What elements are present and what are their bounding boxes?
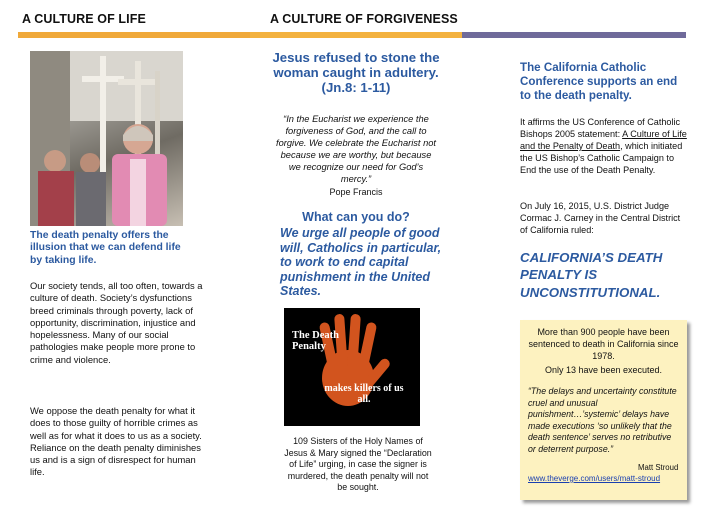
affirm-paragraph [520, 116, 690, 176]
col1-caption: The death penalty offers the illusion that we can defend life by taking life. [30, 230, 181, 266]
pope-quote-author: Pope Francis [329, 187, 383, 197]
affirm-text-end: , which initiated the US Bishop’s Catholic Campaign to End the use of the Death Penalty. [520, 141, 683, 175]
header-bar-left [18, 32, 250, 38]
poster-tagline: makes killers of us all. [324, 383, 404, 405]
ruling-paragraph: On July 16, 2015, U.S. District Judge Cormac J. Carney in the Central District of California ruled: [520, 201, 681, 235]
poster-headline: The Death Penalty [292, 330, 339, 352]
urge-statement: We urge all people of good will, Catholics in particular, to work to end capital punishment in the United States. [280, 226, 442, 299]
stroud-quote: “The delays and uncertainty constitute cruel and unusual punishment…’systemic’ delays have made executions ‘so unlikely that the death sentence’ serves no retributive or deterrent purpose.” [528, 386, 677, 454]
col1-paragraph-2: We oppose the death penalty for what it does to those guilty of horrible crimes as well as for what it does to us as a society. Reliance on the death penalty diminishes us and is a sign of disrespect for human life. [30, 405, 202, 478]
protest-photo [30, 51, 183, 226]
verge-link[interactable]: www.theverge.com/users/matt-stroud [528, 474, 661, 483]
stroud-author: Matt Stroud [638, 463, 679, 472]
sisters-note: 109 Sisters of the Holy Names of Jesus & Mary signed the “Declaration of Life” urging, in case the signer is murdered, the death penalty will not be sought. [284, 436, 432, 493]
stat-sentenced: More than 900 people have been sentenced to death in California since 1978. [528, 327, 679, 361]
stat-executed: Only 13 have been executed. [544, 365, 663, 375]
affirm-text-start: It affirms the US Conference of Catholic Bishops 2005 statement: [520, 117, 681, 139]
middle-column-title: A CULTURE OF FORGIVENESS [270, 12, 458, 26]
pope-quote: “In the Eucharist we experience the forgiveness of God, and the call to forgive. We celebrate the Eucharist not because we are worthy, but because we recognize our need for God’s mercy.” [275, 114, 437, 184]
header-bar-right [462, 32, 686, 38]
col1-paragraph-1: Our society tends, all too often, towards a culture of death. Society’s dysfunctions breed criminals through poverty, lack of opportunity, discrimination, injustice and hopelessness. Many of our social pathologies make people more prone to crime and violence. [30, 280, 203, 365]
what-can-you-do-heading: What can you do? [302, 210, 410, 224]
statement-link[interactable]: A Culture of Life and the Penalty of Death [520, 129, 687, 151]
col2-heading: Jesus refused to stone the woman caught in adultery. (Jn.8: 1-11) [272, 50, 440, 96]
verdict-text: CALIFORNIA’S DEATH PENALTY IS UNCONSTITUTIONAL. [520, 250, 663, 300]
col3-heading: The California Catholic Conference supports an end to the death penalty. [520, 61, 678, 102]
death-penalty-poster [284, 308, 420, 426]
protest-photo-illustration [30, 51, 183, 226]
red-hand-icon [284, 308, 420, 426]
stats-box [520, 320, 687, 500]
header-bar-middle [250, 32, 462, 38]
left-column-title: A CULTURE OF LIFE [22, 12, 146, 26]
